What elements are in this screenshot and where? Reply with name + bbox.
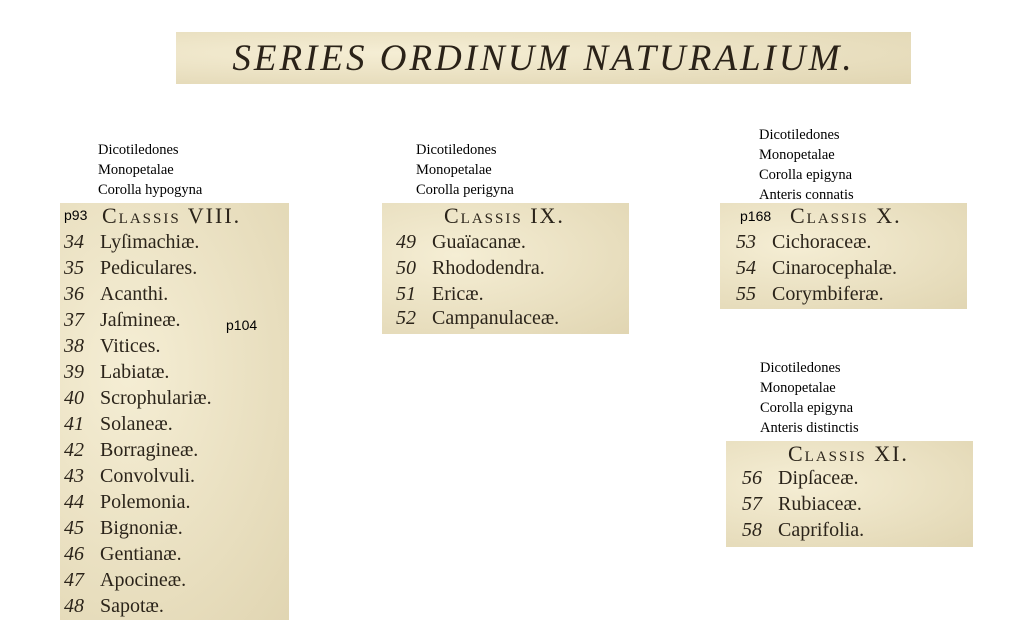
order-name: Labiatæ. <box>100 361 170 383</box>
order-number: 42 <box>64 439 84 461</box>
list-item <box>64 257 197 280</box>
list-item <box>64 283 168 306</box>
label-line: Corolla hypogyna <box>98 182 203 198</box>
page-title: SERIES ORDINUM NATURALIUM. <box>232 37 855 79</box>
classis-heading: Classis VIII. <box>102 203 242 228</box>
order-name: Pediculares. <box>100 257 198 279</box>
label-line: Monopetalae <box>760 380 836 396</box>
list-item <box>64 231 199 254</box>
order-name: Guaïacanæ. <box>432 231 526 253</box>
order-number: 43 <box>64 465 84 487</box>
classis-x-panel <box>720 203 967 309</box>
label-line: Monopetalae <box>416 162 492 178</box>
order-name: Cichoraceæ. <box>772 231 872 253</box>
order-number: 38 <box>64 335 84 357</box>
order-number: 37 <box>64 309 84 331</box>
order-name: Rhododendra. <box>432 257 545 279</box>
label-line: Dicotiledones <box>98 142 179 158</box>
order-number: 58 <box>742 519 762 541</box>
order-number: 35 <box>64 257 84 279</box>
label-line: Dicotiledones <box>416 142 497 158</box>
list-item <box>396 231 526 254</box>
order-name: Acanthi. <box>100 283 169 305</box>
order-number: 45 <box>64 517 84 539</box>
list-item <box>736 231 871 254</box>
order-name: Convolvuli. <box>100 465 196 487</box>
group-1-labels <box>98 140 202 200</box>
order-number: 56 <box>742 467 762 489</box>
order-number: 41 <box>64 413 84 435</box>
inline-page-ref: p104 <box>226 317 258 333</box>
list-item <box>64 517 183 540</box>
order-name: Jaſmineæ. <box>100 309 181 331</box>
order-name: Gentianæ. <box>100 543 182 565</box>
order-name: Vitices. <box>100 335 161 357</box>
label-line: Dicotiledones <box>760 360 841 376</box>
order-name: Solaneæ. <box>100 413 173 435</box>
order-number: 40 <box>64 387 84 409</box>
list-item <box>742 467 859 490</box>
label-line: Corolla epigyna <box>760 400 854 416</box>
list-item <box>64 335 160 358</box>
group-4-labels <box>760 358 859 438</box>
list-item <box>64 543 182 566</box>
list-item <box>64 465 195 488</box>
label-line: Dicotiledones <box>759 127 840 143</box>
list-item <box>742 493 862 516</box>
order-name: Apocineæ. <box>100 569 187 591</box>
classis-viii-panel <box>60 203 289 620</box>
list-item <box>396 257 545 280</box>
order-name: Dipſaceæ. <box>778 467 859 489</box>
order-name: Sapotæ. <box>100 595 164 617</box>
list-item <box>64 361 169 384</box>
list-item <box>736 257 897 280</box>
order-number: 51 <box>396 283 416 305</box>
order-name: Cinarocephalæ. <box>772 257 897 279</box>
list-item <box>64 413 173 436</box>
list-item <box>396 307 559 330</box>
label-line: Monopetalae <box>759 147 835 163</box>
classis-heading: Classis X. <box>790 203 902 228</box>
order-number: 48 <box>64 595 84 617</box>
list-item <box>64 595 164 618</box>
order-number: 46 <box>64 543 84 565</box>
order-name: Scrophulariæ. <box>100 387 212 409</box>
order-name: Lyſimachiæ. <box>100 231 200 253</box>
group-3-labels <box>759 125 854 205</box>
list-item <box>742 519 864 542</box>
order-name: Polemonia. <box>100 491 191 513</box>
classis-ix-panel <box>382 203 629 334</box>
list-item <box>64 491 191 514</box>
order-number: 53 <box>736 231 756 253</box>
order-number: 49 <box>396 231 416 253</box>
order-name: Bignoniæ. <box>100 517 183 539</box>
list-item <box>64 309 181 332</box>
order-name: Rubiaceæ. <box>778 493 862 515</box>
list-item <box>64 387 212 410</box>
label-line: Corolla epigyna <box>759 167 853 183</box>
classis-heading: Classis IX. <box>444 203 565 228</box>
order-number: 55 <box>736 283 756 305</box>
order-name: Campanulaceæ. <box>432 307 560 329</box>
order-number: 44 <box>64 491 84 513</box>
page-ref: p93 <box>64 207 88 223</box>
list-item <box>64 569 186 592</box>
order-number: 34 <box>64 231 84 253</box>
order-number: 50 <box>396 257 416 279</box>
order-number: 36 <box>64 283 84 305</box>
order-name: Borragineæ. <box>100 439 199 461</box>
classis-xi-panel <box>726 441 973 547</box>
title-banner <box>176 32 911 84</box>
order-number: 47 <box>64 569 84 591</box>
group-2-labels <box>416 140 514 200</box>
list-item <box>396 283 484 306</box>
order-number: 54 <box>736 257 756 279</box>
order-number: 57 <box>742 493 762 515</box>
order-name: Caprifolia. <box>778 519 865 541</box>
order-number: 52 <box>396 307 416 329</box>
label-line: Anteris distinctis <box>760 420 859 436</box>
order-name: Corymbiferæ. <box>772 283 884 305</box>
list-item <box>64 439 198 462</box>
classis-heading: Classis XI. <box>788 441 909 466</box>
order-name: Ericæ. <box>432 283 484 305</box>
list-item <box>736 283 884 306</box>
order-number: 39 <box>64 361 84 383</box>
page-ref: p168 <box>740 208 772 224</box>
label-line: Anteris connatis <box>759 187 854 203</box>
label-line: Monopetalae <box>98 162 174 178</box>
label-line: Corolla perigyna <box>416 182 514 198</box>
